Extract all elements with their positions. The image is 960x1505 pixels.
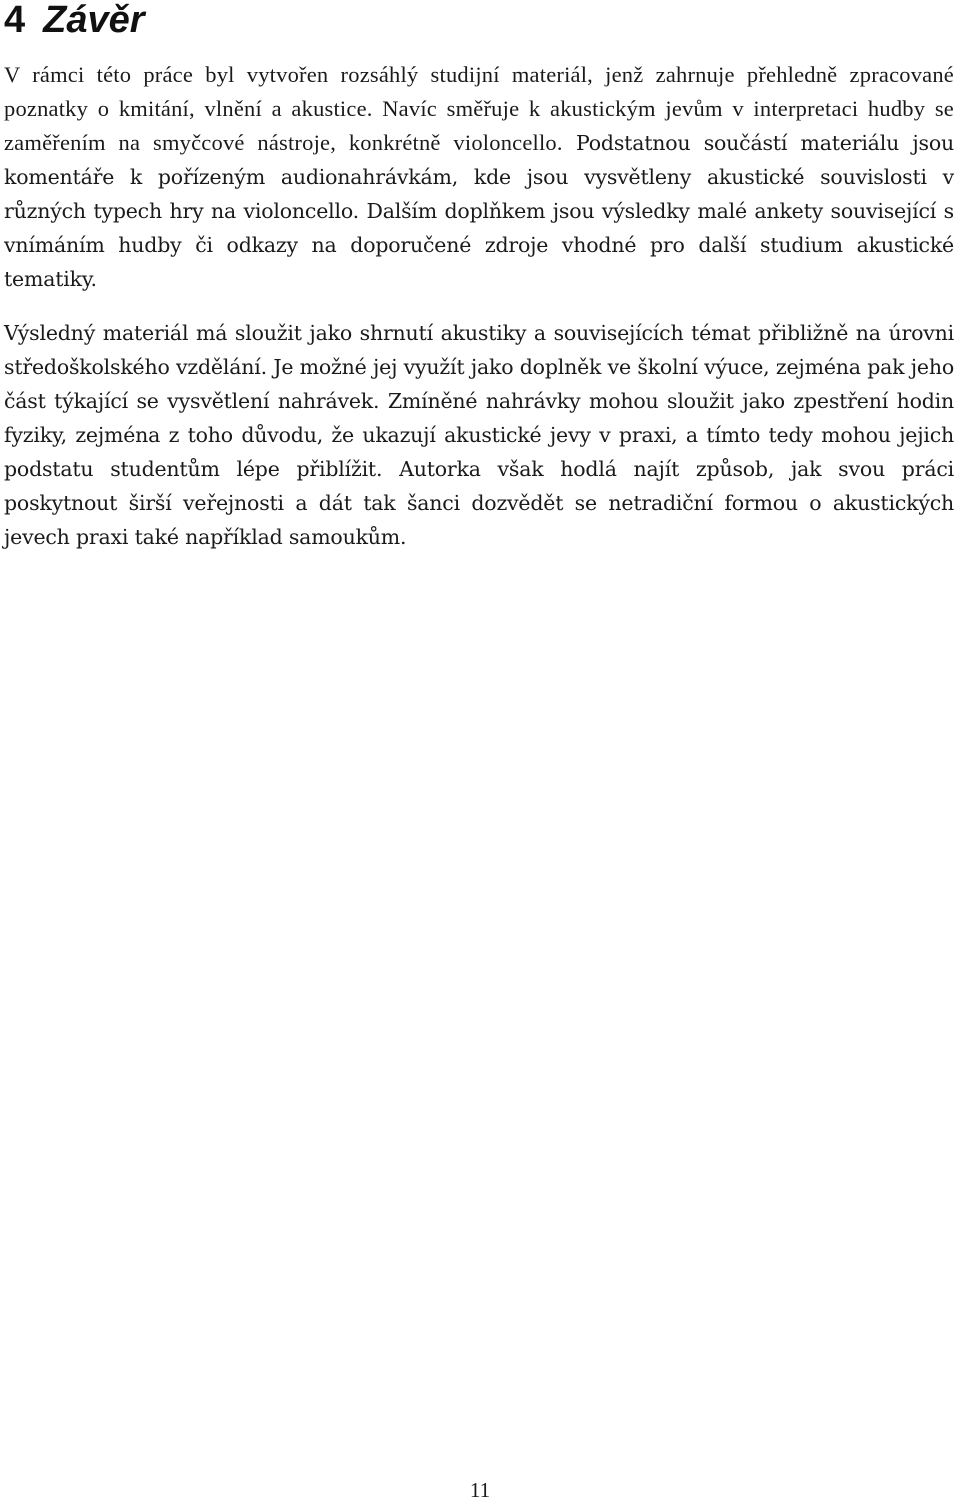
chapter-number: 4: [4, 0, 26, 41]
body-paragraph-1: [4, 58, 954, 296]
chapter-title: Závěr: [43, 0, 145, 41]
paragraph-1-rest: Podstatnou součástí materiálu jsou komentáře k pořízeným audionahrávkám, kde jsou vysvětleny akustické souvislosti v různých typech hry na violoncello. Dalším doplňkem jsou výsledky malé ankety související s vnímáním hudby či odkazy na doporučené zdroje vhodné pro další studium akustické tematiky.: [4, 131, 954, 291]
paragraph-1-lead: V rámci této práce byl vytvořen rozsáhlý studijní materiál, jenž zahrnuje přehledně zpracované poznatky o kmitání, vlnění a akustice. Navíc směřuje k akustickým jevům v interpretaci hudby se zaměřením na smyčcové nástroje, konkrétně violoncello.: [4, 62, 954, 155]
page-number: 11: [469, 1478, 491, 1502]
chapter-heading: [4, 0, 145, 42]
body-paragraph-2: Výsledný materiál má sloužit jako shrnutí akustiky a souvisejících témat přibližně na úrovni středoškolského vzdělání. Je možné jej využít jako doplněk ve školní výuce, zejména pak jeho část týkající se vysvětlení nahrávek. Zmíněné nahrávky mohou sloužit jako zpestření hodin fyziky, zejména z toho důvodu, že ukazují akustické jevy v praxi, a tímto tedy mohou jejich podstatu studentům lépe přiblížit. Autorka však hodlá najít způsob, jak svou práci poskytnout širší veřejnosti a dát tak šanci dozvědět se netradiční formou o akustických jevech praxi také například samoukům.: [4, 321, 954, 549]
